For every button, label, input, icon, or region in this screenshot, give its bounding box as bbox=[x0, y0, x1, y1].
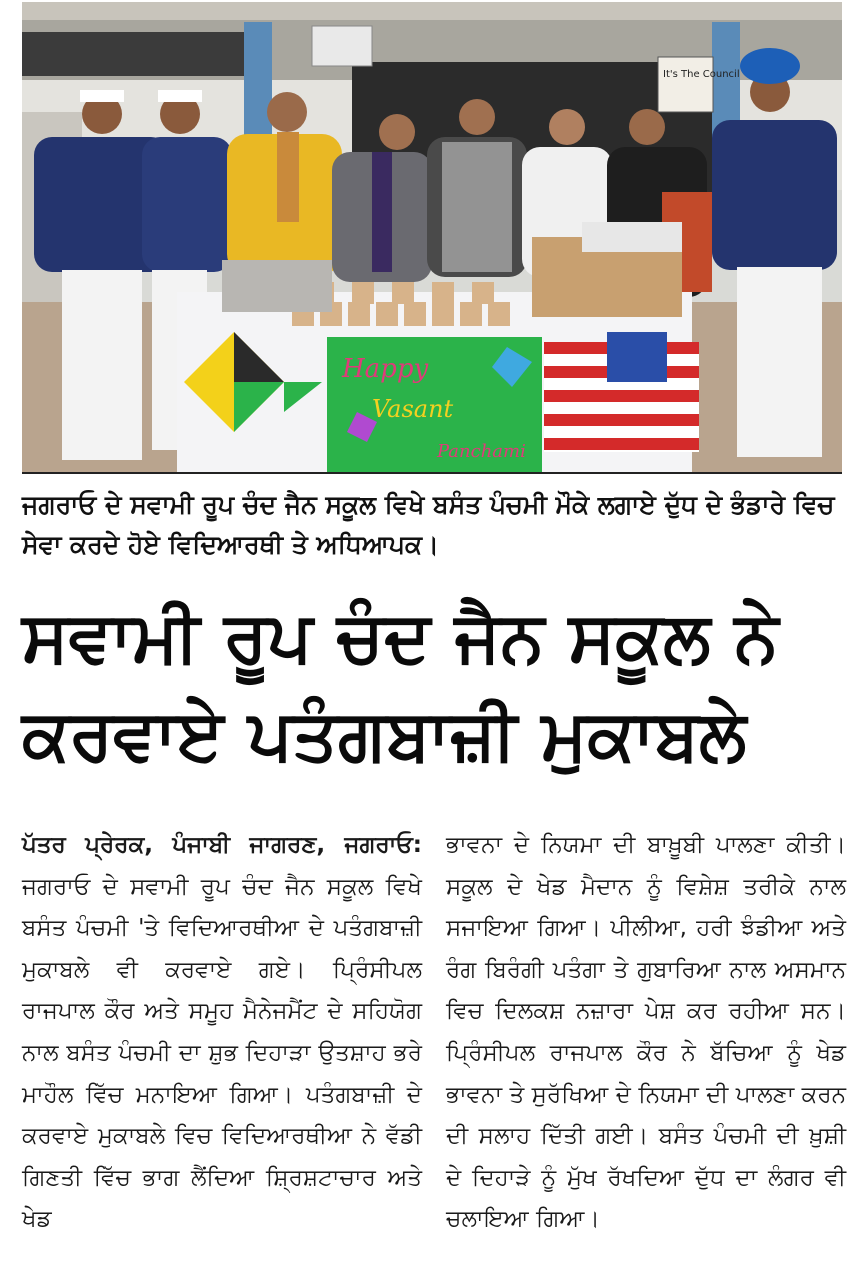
photo-caption: ਜਗਰਾਓ ਦੇ ਸਵਾਮੀ ਰੂਪ ਚੰਦ ਜੈਨ ਸਕੂਲ ਵਿਖੇ ਬਸੰਤ ਪੰਚਮੀ ਮੌਕੇ ਲਗਾਏ ਦੁੱਧ ਦੇ ਭੰਡਾਰੇ ਵਿਚ ਸੇਵਾ ਕਰਦੇ ਹੋਏ ਵਿਦਿਆਰਥੀ ਤੇ ਅਧਿਆਪਕ। bbox=[22, 490, 835, 559]
happy-vasant-banner bbox=[327, 337, 542, 472]
banner-line-1: Happy bbox=[342, 354, 429, 384]
banner-line-2: Vasant bbox=[372, 395, 454, 423]
council-sign: It's The Council bbox=[663, 69, 740, 80]
article-column-left bbox=[22, 825, 422, 1241]
headline-line-1: ਸਵਾਮੀ ਰੂਪ ਚੰਦ ਜੈਨ ਸਕੂਲ ਨੇ bbox=[22, 596, 779, 678]
banner-line-3: Panchami bbox=[437, 441, 526, 462]
headline-line-2: ਕਰਵਾਏ ਪਤੰਗਬਾਜ਼ੀ ਮੁਕਾਬਲੇ bbox=[22, 694, 747, 776]
flag-kite bbox=[544, 332, 699, 452]
news-photo bbox=[22, 2, 842, 474]
article-text-right: ਭਾਵਨਾ ਦੇ ਨਿਯਮਾ ਦੀ ਬਾਖ਼ੂਬੀ ਪਾਲਣਾ ਕੀਤੀ। ਸਕੂਲ ਦੇ ਖੇਡ ਮੈਦਾਨ ਨੂੰ ਵਿਸ਼ੇਸ਼ ਤਰੀਕੇ ਨਾਲ ਸਜਾਇਆ ਗਿਆ। ਪੀਲੀਆ, ਹਰੀ ਝੰਡੀਆ ਅਤੇ ਰੰਗ ਬਿਰੰਗੀ ਪਤੰਗਾ ਤੇ ਗੁਬਾਰਿਆ ਨਾਲ ਅਸਮਾਨ ਵਿਚ ਦਿਲਕਸ਼ ਨਜ਼ਾਰਾ ਪੇਸ਼ ਕਰ ਰਹੀਆ ਸਨ। ਪ੍ਰਿੰਸੀਪਲ ਰਾਜਪਾਲ ਕੌਰ ਨੇ ਬੱਚਿਆ ਨੂੰ ਖੇਡ ਭਾਵਨਾ ਤੇ ਸੁਰੱਖਿਆ ਦੇ ਨਿਯਮਾ ਦੀ ਪਾਲਣਾ ਕਰਨ ਦੀ ਸਲਾਹ ਦਿੱਤੀ ਗਈ। ਬਸੰਤ ਪੰਚਮੀ ਦੀ ਖ਼ੁਸ਼ੀ ਦੇ ਦਿਹਾੜੇ ਨੂੰ ਮੁੱਖ ਰੱਖਦਿਆ ਦੁੱਧ ਦਾ ਲੰਗਰ ਵੀ ਚਲਾਇਆ ਗਿਆ। bbox=[446, 832, 846, 1233]
article-text-left: ਜਗਰਾਓ ਦੇ ਸਵਾਮੀ ਰੂਪ ਚੰਦ ਜੈਨ ਸਕੂਲ ਵਿਖੇ ਬਸੰਤ ਪੰਚਮੀ 'ਤੇ ਵਿਦਿਆਰਥੀਆ ਦੇ ਪਤੰਗਬਾਜ਼ੀ ਮੁਕਾਬਲੇ ਵੀ ਕਰਵਾਏ ਗਏ। ਪ੍ਰਿੰਸੀਪਲ ਰਾਜਪਾਲ ਕੌਰ ਅਤੇ ਸਮੂਹ ਮੈਨੇਜਮੈਂਟ ਦੇ ਸਹਿਯੋਗ ਨਾਲ ਬਸੰਤ ਪੰਚਮੀ ਦਾ ਸ਼ੁਭ ਦਿਹਾੜਾ ਉਤਸ਼ਾਹ ਭਰੇ ਮਾਹੌਲ ਵਿੱਚ ਮਨਾਇਆ ਗਿਆ। ਪਤੰਗਬਾਜ਼ੀ ਦੇ ਕਰਵਾਏ ਮੁਕਾਬਲੇ ਵਿਚ ਵਿਦਿਆਰਥੀਆ ਨੇ ਵੱਡੀ ਗਿਣਤੀ ਵਿੱਚ ਭਾਗ ਲੈਂਦਿਆ ਸ਼੍ਰਿਸ਼ਟਾਚਾਰ ਅਤੇ ਖੇਡ bbox=[22, 873, 422, 1233]
headline bbox=[22, 588, 842, 784]
article-column-right bbox=[446, 825, 846, 1241]
byline: ਪੱਤਰ ਪ੍ਰੇਰਕ, ਪੰਜਾਬੀ ਜਾਗਰਣ, ਜਗਰਾਓ: bbox=[22, 832, 422, 858]
